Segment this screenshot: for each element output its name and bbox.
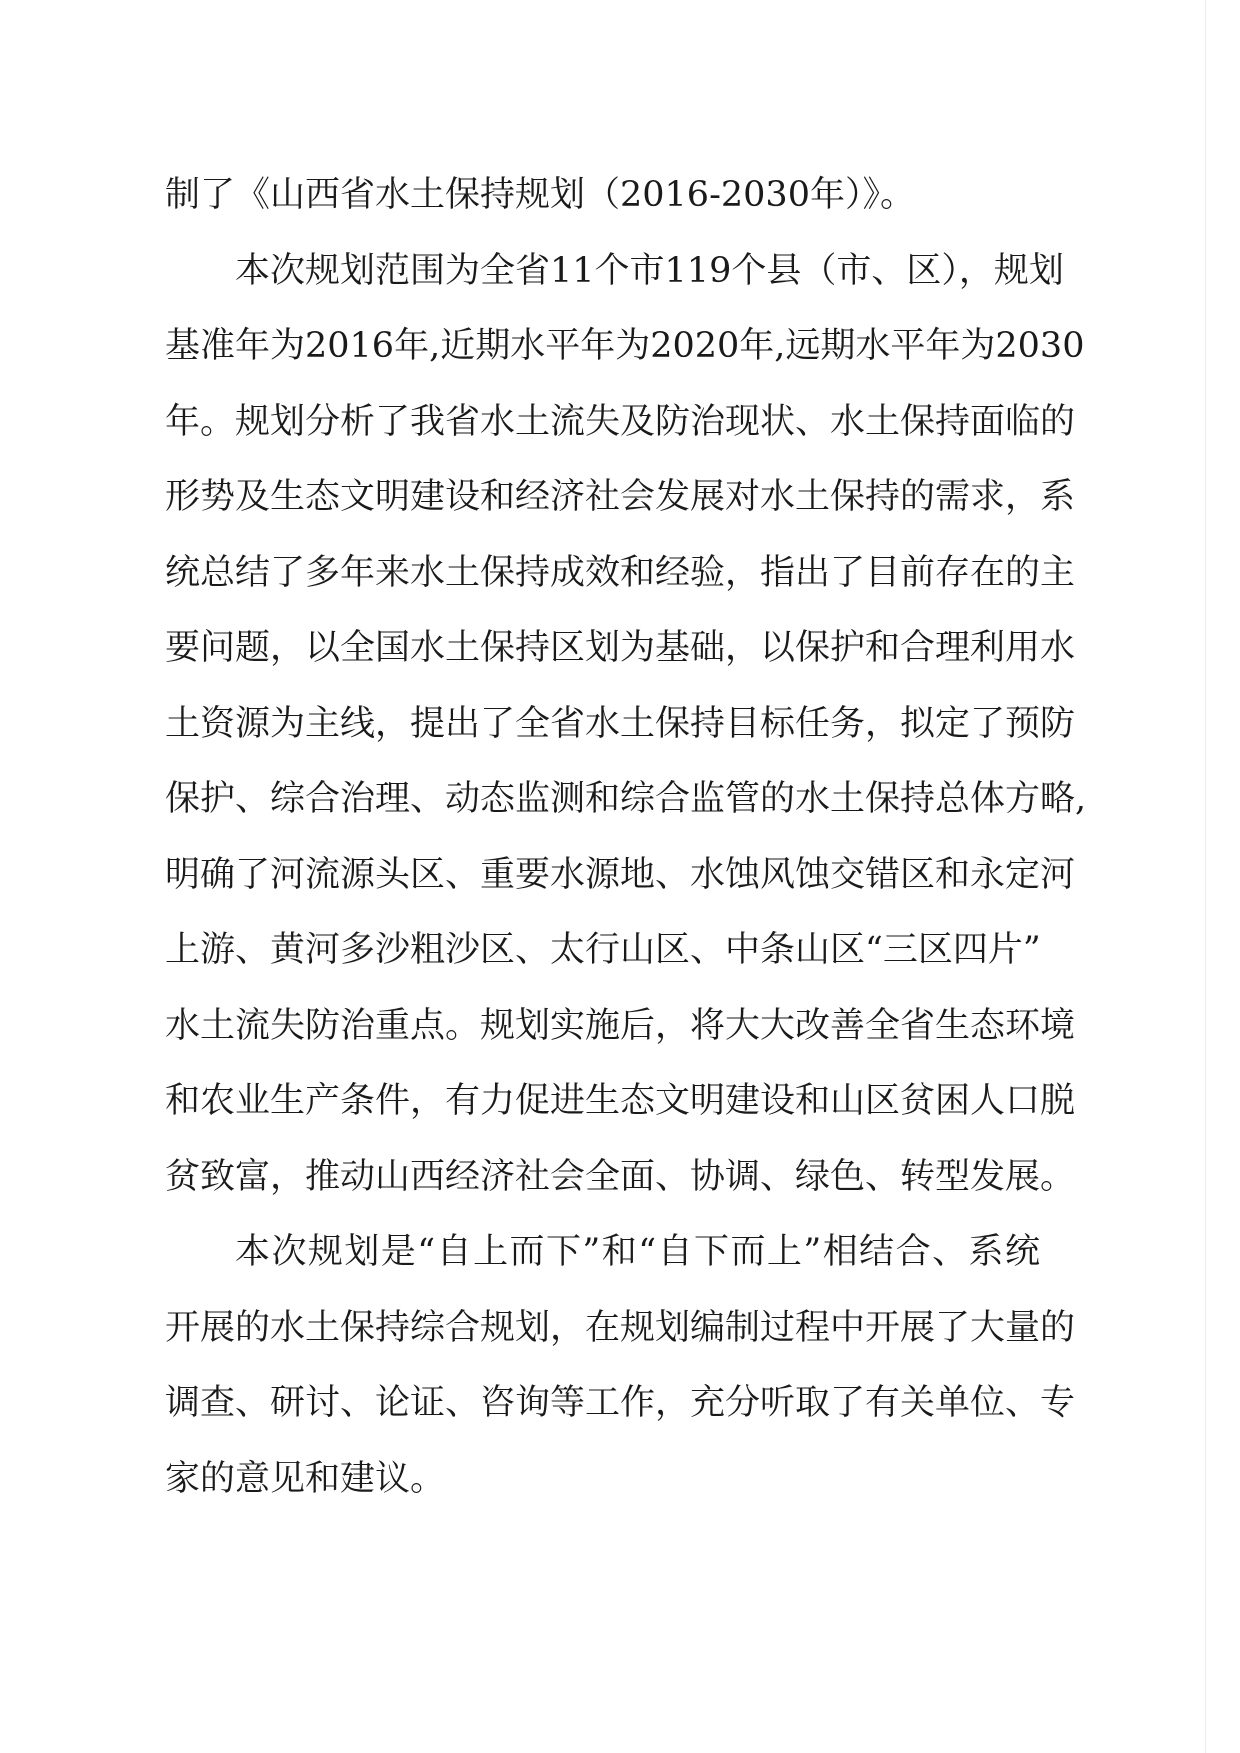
paragraph-line: 家的意见和建议。 xyxy=(165,1458,446,1499)
paragraph-line: 形势及生态文明建设和经济社会发展对水土保持的需求，系 xyxy=(165,477,1076,517)
paragraph-line: 年。规划分析了我省水土流失及防治现状、水土保持面临的 xyxy=(165,401,1076,442)
paragraph-1 xyxy=(165,158,1040,234)
paragraph-line: 要问题，以全国水土保持区划为基础，以保护和合理利用水 xyxy=(165,628,1076,668)
paragraph-line: 基准年为2016年,近期水平年为2020年,远期水平年为2030 xyxy=(165,326,1085,366)
paragraph-line: 本次规划范围为全省11个市119个县（市、区），规划 xyxy=(235,250,1064,291)
paragraph-2 xyxy=(165,234,1087,1216)
paragraph-3 xyxy=(165,1215,1076,1517)
paragraph-line: 土资源为主线，提出了全省水土保持目标任务，拟定了预防 xyxy=(165,703,1076,744)
document-body xyxy=(165,158,1087,1517)
paragraph-line: 开展的水土保持综合规划，在规划编制过程中开展了大量的 xyxy=(165,1307,1076,1348)
paragraph-line: 统总结了多年来水土保持成效和经验，指出了目前存在的主 xyxy=(165,552,1076,593)
paragraph-line: 保护、综合治理、动态监测和综合监管的水土保持总体方略, xyxy=(165,779,1087,819)
paragraph-line: 和农业生产条件，有力促进生态文明建设和山区贫困人口脱 xyxy=(165,1081,1076,1121)
paragraph-line: 明确了河流源头区、重要水源地、水蚀风蚀交错区和永定河 xyxy=(165,854,1076,895)
scan-edge-line xyxy=(1205,0,1206,1753)
paragraph-line: 贫致富，推动山西经济社会全面、协调、绿色、转型发展。 xyxy=(165,1156,1076,1197)
paragraph-line: 本次规划是“自上而下”和“自下而上”相结合、系统 xyxy=(235,1232,1040,1272)
paragraph-line: 调查、研讨、论证、咨询等工作，充分听取了有关单位、专 xyxy=(165,1383,1076,1423)
paragraph-line: 制了《山西省水土保持规划（2016-2030年）》。 xyxy=(165,175,915,215)
paragraph-line: 水土流失防治重点。规划实施后，将大大改善全省生态环境 xyxy=(165,1005,1076,1046)
paragraph-line: 上游、黄河多沙粗沙区、太行山区、中条山区“三区四片” xyxy=(165,930,1041,970)
